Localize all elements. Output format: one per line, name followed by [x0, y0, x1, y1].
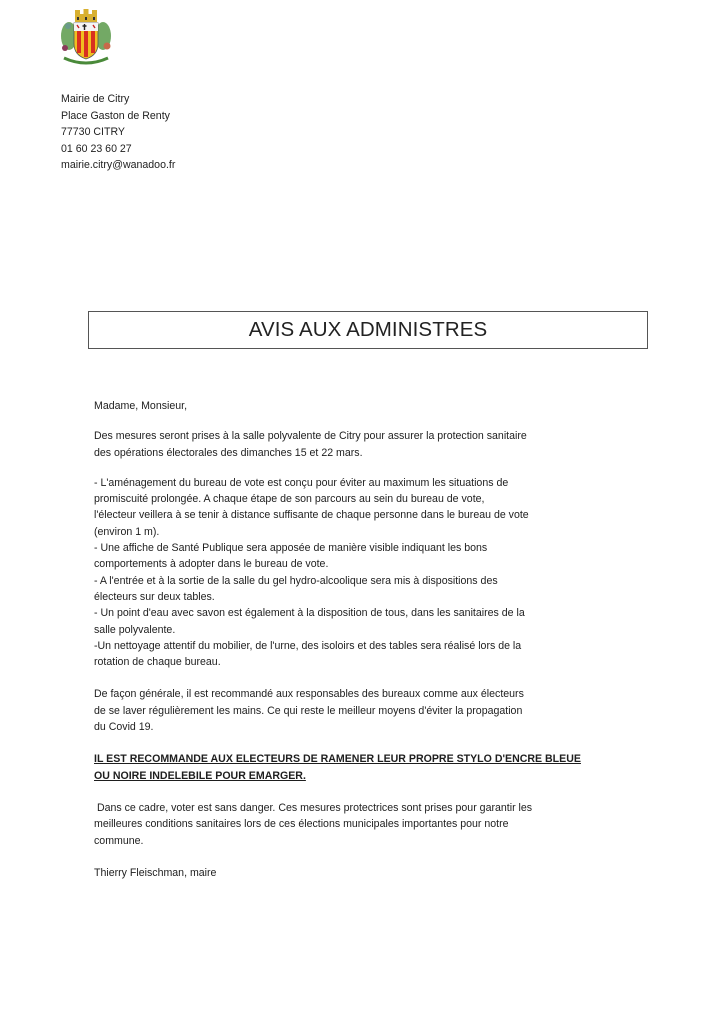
- text-line: - A l'entrée et à la sortie de la salle du gel hydro-alcoolique sera mis à dispositions des: [94, 574, 498, 587]
- text-line: OU NOIRE INDELEBILE POUR EMARGER.: [94, 769, 306, 782]
- text-line: Des mesures seront prises à la salle polyvalente de Citry pour assurer la protection sanitaire: [94, 430, 527, 443]
- intro-paragraph: [94, 428, 674, 461]
- general-paragraph: [94, 686, 674, 735]
- measures-list: [94, 475, 674, 671]
- sender-address: [61, 91, 175, 174]
- address-phone: 01 60 23 60 27: [61, 142, 132, 155]
- text-line: du Covid 19.: [94, 721, 154, 734]
- coat-of-arms-icon: [60, 8, 112, 66]
- text-line: de se laver régulièrement les mains. Ce qui reste le meilleur moyens d'éviter la propagation: [94, 704, 523, 717]
- title-box: [88, 311, 648, 349]
- letter-body: [94, 398, 674, 881]
- address-street: Place Gaston de Renty: [61, 109, 170, 122]
- text-line: comportements à adopter dans le bureau de vote.: [94, 558, 329, 571]
- text-line: promiscuité prolongée. A chaque étape de son parcours au sein du bureau de vote,: [94, 493, 485, 506]
- page-title: AVIS AUX ADMINISTRES: [248, 318, 488, 341]
- text-line: Dans ce cadre, voter est sans danger. Ces mesures protectrices sont prises pour garantir les: [94, 801, 533, 814]
- closing-paragraph: [94, 800, 674, 849]
- text-line: - L'aménagement du bureau de vote est conçu pour éviter au maximum les situations de: [94, 476, 509, 489]
- text-line: commune.: [94, 834, 144, 847]
- text-line: l'électeur veillera à se tenir à distance suffisante de chaque personne dans le bureau de vote: [94, 509, 529, 522]
- text-line: électeurs sur deux tables.: [94, 590, 215, 603]
- text-line: - Une affiche de Santé Publique sera apposée de manière visible indiquant les bons: [94, 542, 488, 555]
- text-line: des opérations électorales des dimanches 15 et 22 mars.: [94, 446, 363, 459]
- text-line: IL EST RECOMMANDE AUX ELECTEURS DE RAMENER LEUR PROPRE STYLO D'ENCRE BLEUE: [94, 753, 581, 766]
- signature: Thierry Fleischman, maire: [94, 866, 217, 879]
- text-line: (environ 1 m).: [94, 525, 160, 538]
- text-line: rotation de chaque bureau.: [94, 656, 221, 669]
- text-line: - Un point d'eau avec savon est également à la disposition de tous, dans les sanitaires de la: [94, 607, 525, 620]
- address-name: Mairie de Citry: [61, 93, 130, 105]
- text-line: -Un nettoyage attentif du mobilier, de l'urne, des isoloirs et des tables sera réalisé lors de la: [94, 639, 522, 652]
- address-email: mairie.citry@wanadoo.fr: [61, 159, 176, 172]
- text-line: salle polyvalente.: [94, 623, 176, 636]
- text-line: De façon générale, il est recommandé aux responsables des bureaux comme aux électeurs: [94, 688, 524, 701]
- pen-warning: [94, 751, 674, 784]
- greeting: Madame, Monsieur,: [94, 400, 188, 412]
- text-line: meilleures conditions sanitaires lors de ces élections municipales importantes pour notre: [94, 818, 509, 831]
- address-city: 77730 CITRY: [61, 126, 125, 139]
